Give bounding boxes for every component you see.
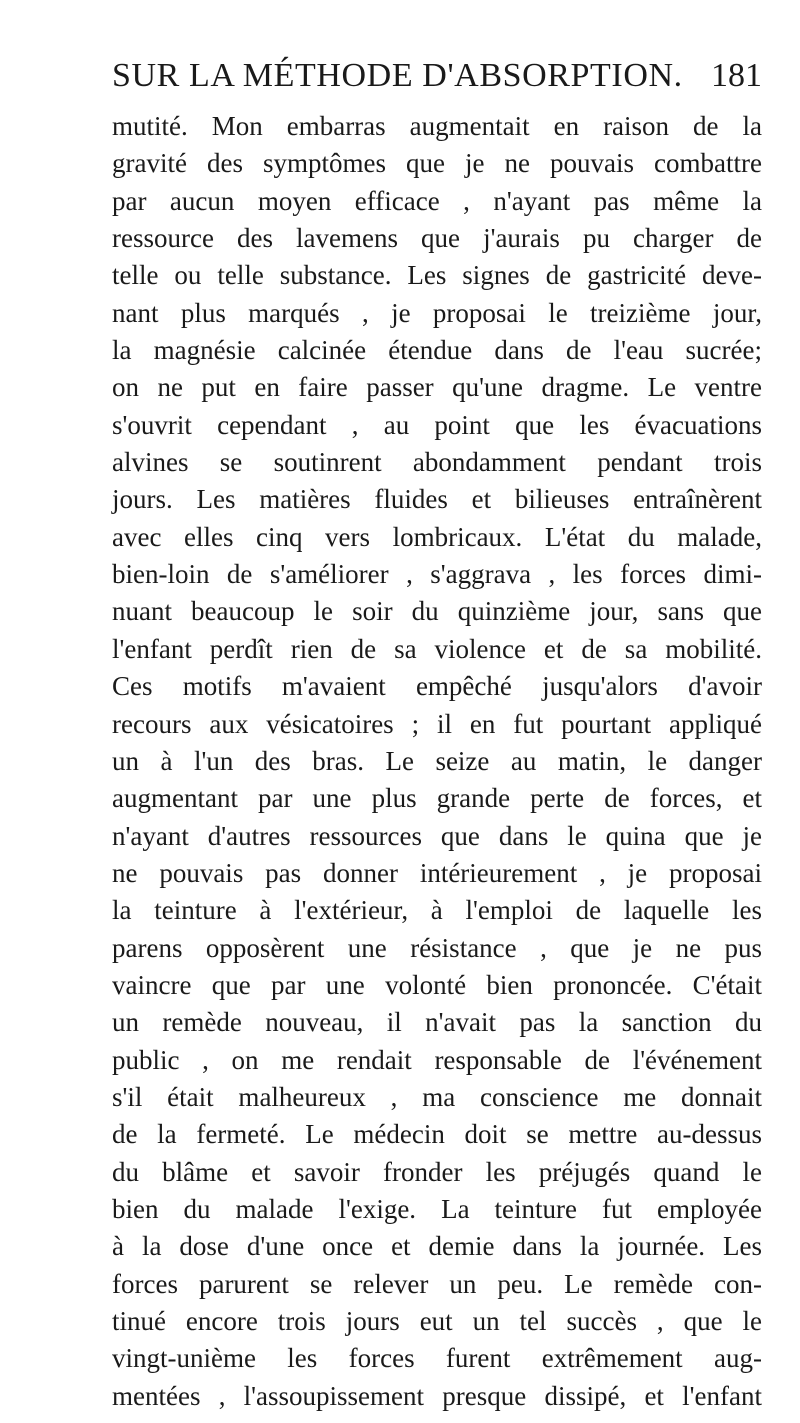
text-line: telle ou telle substance. Les signes de gastricité deve- — [112, 260, 762, 291]
text-line: la magnésie calcinée étendue dans de l'eau sucrée; — [112, 335, 762, 366]
text-line: la teinture à l'extérieur, à l'emploi de laquelle les — [112, 895, 762, 926]
text-line: mentées , l'assoupissement presque dissipé, et l'enfant — [112, 1380, 762, 1411]
text-line: parens opposèrent une résistance , que je ne pus — [112, 932, 762, 963]
body-text — [112, 108, 762, 1415]
page-number: 181 — [711, 57, 762, 94]
text-line: alvines se soutinrent abondamment pendant trois — [112, 447, 762, 478]
text-line: vingt-unième les forces furent extrêmement aug- — [112, 1343, 762, 1374]
text-line: forces parurent se relever un peu. Le remède con- — [112, 1268, 762, 1299]
text-line: mutité. Mon embarras augmentait en raison de la — [112, 111, 762, 141]
text-line: de la fermeté. Le médecin doit se mettre au-dessus — [112, 1119, 762, 1150]
text-line: jours. Les matières fluides et bilieuses entraînèrent — [112, 484, 762, 515]
text-line: on ne put en faire passer qu'une dragme. Le ventre — [112, 372, 762, 403]
text-line: n'ayant d'autres ressources que dans le quina que je — [112, 820, 762, 851]
text-line: un remède nouveau, il n'avait pas la sanction du — [112, 1007, 762, 1038]
text-line: recours aux vésicatoires ; il en fut pourtant appliqué — [112, 708, 762, 739]
running-title: SUR LA MÉTHODE D'ABSORPTION. — [112, 57, 683, 94]
text-line: bien du malade l'exige. La teinture fut employée — [112, 1193, 762, 1224]
text-line: l'enfant perdît rien de sa violence et de sa mobilité. — [112, 633, 762, 664]
text-line: public , on me rendait responsable de l'événement — [112, 1044, 762, 1075]
text-line: tinué encore trois jours eut un tel succès , que le — [112, 1306, 762, 1336]
text-line: un à l'un des bras. Le seize au matin, le danger — [112, 745, 762, 776]
text-line: nant plus marqués , je proposai le treizième jour, — [112, 297, 762, 328]
running-head — [112, 56, 762, 96]
text-line: Ces motifs m'avaient empêché jusqu'alors d'avoir — [112, 671, 762, 702]
text-line: bien-loin de s'améliorer , s'aggrava , les forces dimi- — [112, 559, 762, 590]
text-line: vaincre que par une volonté bien prononcée. C'était — [112, 969, 762, 1000]
text-line: à la dose d'une once et demie dans la journée. Les — [112, 1231, 762, 1262]
text-line: nuant beaucoup le soir du quinzième jour, sans que — [112, 596, 762, 627]
text-line: gravité des symptômes que je ne pouvais combattre — [112, 148, 762, 179]
text-line: augmentant par une plus grande perte de forces, et — [112, 783, 762, 814]
text-line: s'il était malheureux , ma conscience me donnait — [112, 1081, 762, 1112]
text-line: ressource des lavemens que j'aurais pu charger de — [112, 223, 762, 254]
text-line: par aucun moyen efficace , n'ayant pas même la — [112, 185, 762, 216]
text-line: ne pouvais pas donner intérieurement , je proposai — [112, 857, 762, 888]
text-line: avec elles cinq vers lombricaux. L'état du malade, — [112, 521, 762, 552]
text-line: du blâme et savoir fronder les préjugés quand le — [112, 1156, 762, 1187]
text-line: s'ouvrit cependant , au point que les évacuations — [112, 409, 762, 440]
